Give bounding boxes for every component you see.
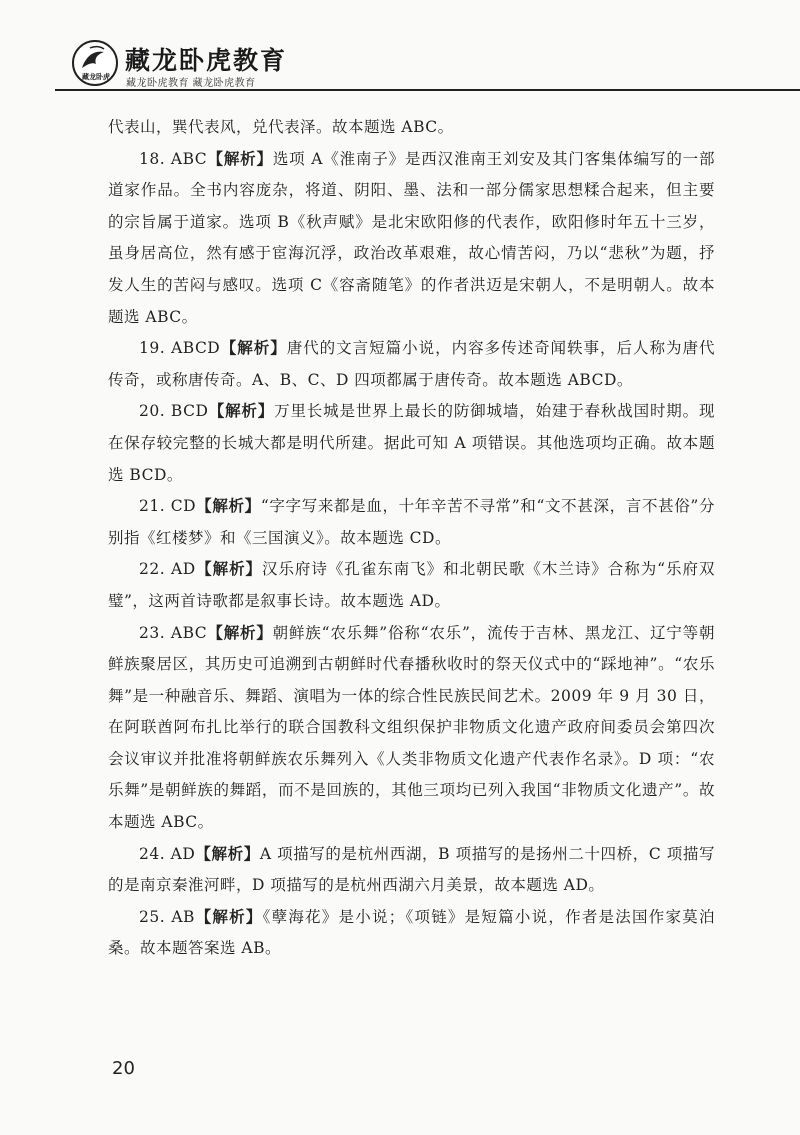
- analysis-label: 【解析】: [194, 907, 263, 926]
- answer-item: [108, 839, 715, 902]
- answer-item: [108, 333, 715, 396]
- analysis-label: 【解析】: [195, 844, 260, 863]
- analysis-label: 【解析】: [196, 497, 261, 516]
- paragraph: [108, 112, 715, 144]
- brand-title: 藏龙卧虎教育: [125, 46, 288, 75]
- answer-number: 24. AD: [139, 844, 196, 863]
- brand-logo: [72, 40, 118, 86]
- analysis-text: 选项 A《淮南子》是西汉淮南王刘安及其门客集体编写的一部道家作品。全书内容庞杂，将道、阴阳、墨、法和一部分儒家思想糅合起来，但主要的宗旨属于道家。选项 B《秋声赋》是北宋欧阳修的代表作，欧阳修时年五十三岁，虽身居高位，然有感于宦海沉浮，政治改革艰难，故心情苦闷，乃以“悲秋”为题，抒发人生的苦闷与感叹。选项 C《容斋随笔》的作者洪迈是宋朝人，不是明朝人。故本题选 ABC。: [108, 149, 716, 326]
- answer-number: 20. BCD: [139, 402, 209, 421]
- brand-subtitle: 藏龙卧虎教育 藏龙卧虎教育: [126, 78, 256, 89]
- analysis-text: “字字写来都是血，十年辛苦不寻常”和“文不甚深，言不甚俗”分别指《红楼梦》和《三国演义》。故本题选 CD。: [108, 497, 715, 547]
- answer-number: 25. AB: [139, 907, 195, 926]
- answer-item: [108, 144, 715, 334]
- analysis-label: 【解析】: [195, 560, 262, 579]
- analysis-text: 《孽海花》是小说；《项链》是短篇小说，作者是法国作家莫泊桑。故本题答案选 AB。: [108, 907, 715, 958]
- analysis-label: 【解析】: [220, 339, 287, 358]
- answer-item: [108, 396, 715, 491]
- analysis-label: 【解析】: [207, 149, 273, 168]
- logo-text: 藏龙卧虎: [82, 73, 110, 81]
- answer-item: [108, 618, 715, 839]
- answer-number: 22. AD: [139, 560, 196, 579]
- answer-explanations: [108, 112, 715, 965]
- answer-item: [108, 491, 715, 554]
- analysis-text: 万里长城是世界上最长的防御城墙，始建于春秋战国时期。现在保存较完整的长城大都是明代所建。据此可知 A 项错误。其他选项均正确。故本题选 BCD。: [108, 402, 715, 484]
- analysis-text: A 项描写的是杭州西湖，B 项描写的是扬州二十四桥，C 项描写的是南京秦淮河畔，D 项描写的是杭州西湖六月美景，故本题选 AD。: [108, 844, 715, 895]
- analysis-label: 【解析】: [208, 402, 275, 421]
- answer-item: [108, 902, 715, 965]
- answer-number: 19. ABCD: [139, 339, 221, 358]
- paragraph-text: 代表山，巽代表风，兑代表泽。故本题选 ABC。: [108, 118, 454, 136]
- page-header: [0, 0, 800, 95]
- answer-item: [108, 554, 715, 617]
- answer-number: 23. ABC: [139, 623, 208, 642]
- page-number: 20: [112, 1058, 135, 1079]
- analysis-text: 唐代的文言短篇小说，内容多传述奇闻轶事，后人称为唐代传奇，或称唐传奇。A、B、C、D 四项都属于唐传奇。故本题选 ABCD。: [108, 339, 715, 389]
- answer-number: 21. CD: [139, 497, 197, 516]
- header-divider: [55, 89, 800, 91]
- analysis-text: 朝鲜族“农乐舞”俗称“农乐”，流传于吉林、黑龙江、辽宁等朝鲜族聚居区，其历史可追溯到古朝鲜时代春播秋收时的祭天仪式中的“踩地神”。“农乐舞”是一种融音乐、舞蹈、演唱为一体的综合性民族民间艺术。2009 年 9 月 30 日，在阿联酋阿布扎比举行的联合国教科文组织保护非物质文化遗产政府间委员会第四次会议审议并批准将朝鲜族农乐舞列入《人类非物质文化遗产代表作名录》。D 项：“农乐舞”是朝鲜族的舞蹈，而不是回族的，其他三项均已列入我国“非物质文化遗产”。故本题选 ABC。: [108, 623, 715, 832]
- analysis-label: 【解析】: [207, 623, 273, 642]
- analysis-text: 汉乐府诗《孔雀东南飞》和北朝民歌《木兰诗》合称为“乐府双璧”，这两首诗歌都是叙事长诗。故本题选 AD。: [108, 560, 715, 610]
- answer-number: 18. ABC: [139, 149, 208, 168]
